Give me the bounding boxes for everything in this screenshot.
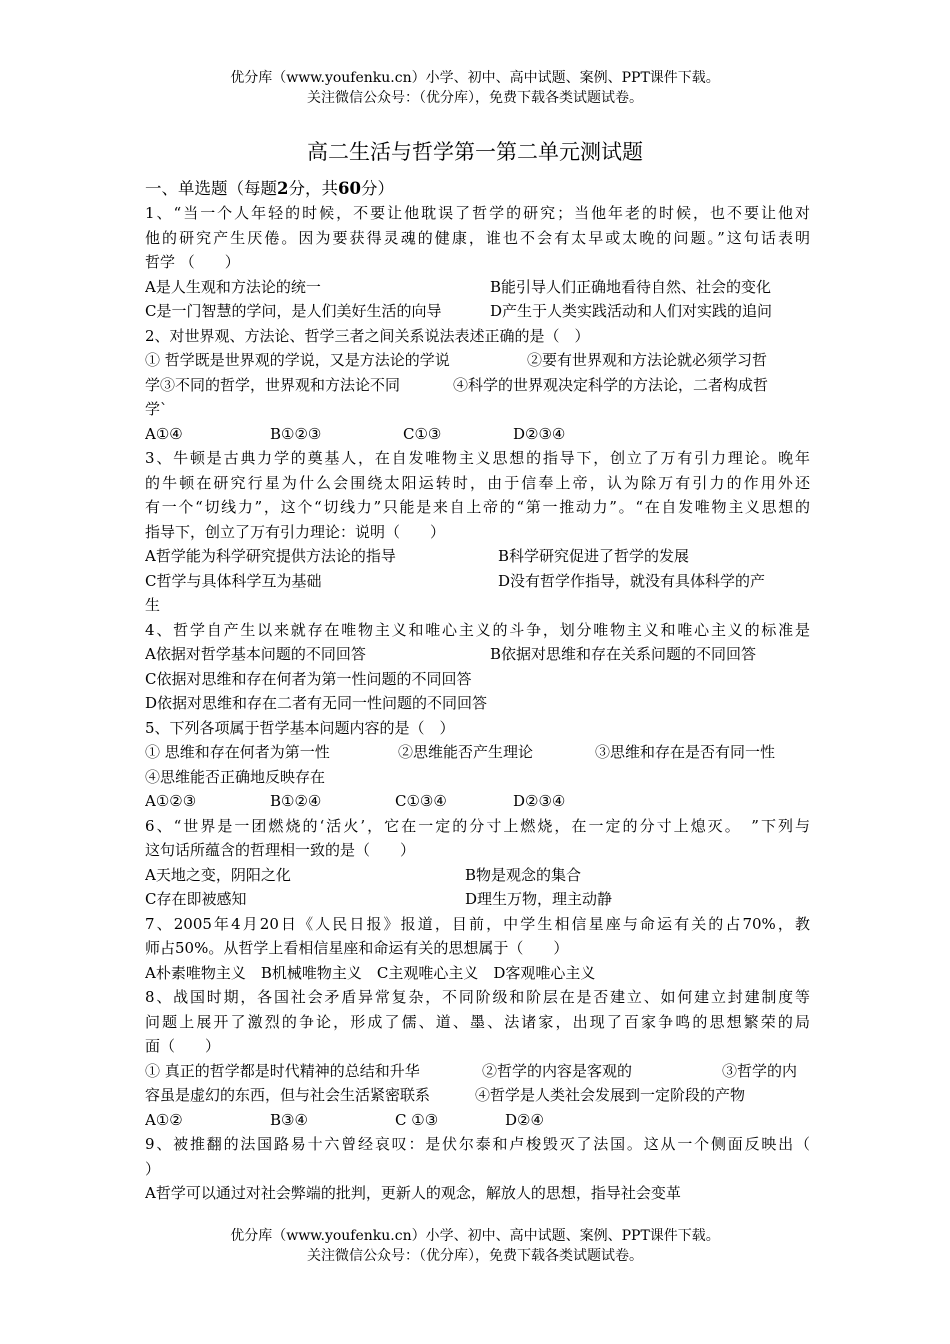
q4-stem: 4、哲学自产生以来就存在唯物主义和唯心主义的斗争，划分唯物主义和唯心主义的标准是: [145, 620, 810, 639]
q3-stem-line-4: 指导下，创立了万有引力理论：说明（ ）: [145, 522, 446, 541]
q2-statements-line-3: 学`: [145, 400, 168, 418]
q6-stem-line-2: 这句话所蕴含的哲理相一致的是（ ）: [145, 841, 416, 859]
page-title: 高二生活与哲学第一第二单元测试题: [307, 140, 643, 164]
header-line-2: 关注微信公众号：（优分库），免费下载各类试题试卷。: [307, 90, 643, 106]
q1-options-row-1: [145, 275, 810, 300]
q8-statement-1: ① 真正的哲学都是时代精神的总结和升华: [145, 1061, 420, 1080]
q5-option-a: A①②③: [145, 792, 197, 810]
q9-stem-line-1: 9、被推翻的法国路易十六曾经哀叹：是伏尔泰和卢梭毁灭了法国。这从一个侧面反映出（: [145, 1135, 810, 1153]
q7-stem-line-1: 7、2005年4月20日《人民日报》报道，目前，中学生相信星座与命运有关的占70%，教: [145, 914, 810, 933]
q8-stem-line-3: 面（ ）: [145, 1037, 221, 1055]
q8-statement-3-continued: 容虽是虚幻的东西，但与社会生活紧密联系: [145, 1086, 431, 1104]
q3-option-d: D没有哲学作指导，就没有具体科学的产: [498, 571, 766, 590]
footer-line-1: 优分库（www.youfenku.cn）小学、初中、高中试题、案例、PPT课件下载。: [230, 1228, 720, 1244]
q6-stem-line-1: 6、“世界是一团燃烧的‘活火’，它在一定的分寸上燃烧，在一定的分寸上熄灭。 ”下列与: [145, 816, 810, 835]
q5-stem: 5、下列各项属于哲学基本问题内容的是（ ）: [145, 718, 455, 737]
q8-statements-line-1: [145, 1059, 810, 1084]
q2-statement-4: ④科学的世界观决定科学的方法论，二者构成哲: [453, 375, 769, 394]
q8-stem-line-2: 问题上展开了激烈的争论，形成了儒、道、墨、法诸家，出现了百家争鸣的思想繁荣的局: [145, 1012, 810, 1031]
q9-option-a: A哲学可以通过对社会弊端的批判，更新人的观念，解放人的思想，指导社会变革: [145, 1184, 681, 1202]
q6-options-row-1: [145, 863, 810, 888]
q2-statements-line-2: [145, 373, 810, 398]
q5-options: [145, 789, 810, 814]
q4-option-b: B依据对思维和存在关系问题的不同回答: [490, 645, 757, 663]
q3-option-c: C哲学与具体科学互为基础: [145, 571, 322, 590]
q2-stem: 2、对世界观、方法论、哲学三者之间关系说法表述正确的是（ ）: [145, 326, 590, 345]
question-body: [145, 176, 810, 1206]
q8-option-b: B③④: [270, 1110, 308, 1129]
q8-stem-line-1: 8、战国时期，各国社会矛盾异常复杂，不同阶级和阶层在是否建立、如何建立封建制度等: [145, 988, 810, 1006]
q1-options-row-2: [145, 299, 810, 324]
q4-option-d: D依据对思维和存在二者有无同一性问题的不同回答: [145, 694, 488, 712]
q3-option-d-continued: 生: [145, 596, 161, 614]
q2-option-c: C①③: [403, 424, 442, 443]
q1-option-c: C是一门智慧的学问，是人们美好生活的向导: [145, 302, 442, 320]
header-line-1: 优分库（www.youfenku.cn）小学、初中、高中试题、案例、PPT课件下载。: [230, 70, 720, 86]
q8-statement-2: ②哲学的内容是客观的: [482, 1061, 633, 1080]
q2-statement-3: 学③不同的哲学，世界观和方法论不同: [145, 375, 401, 394]
q2-statements-line-1: [145, 348, 810, 373]
q6-option-d: D理生万物，理主动静: [465, 890, 613, 908]
q8-option-c: C ①③: [395, 1110, 439, 1129]
footer-line-2: 关注微信公众号：（优分库），免费下载各类试题试卷。: [307, 1248, 643, 1264]
q8-statements-line-2: [145, 1083, 810, 1108]
q5-statement-4: ④思维能否正确地反映存在: [145, 767, 326, 786]
q3-option-b: B科学研究促进了哲学的发展: [498, 547, 690, 565]
q4-option-a: A依据对哲学基本问题的不同回答: [145, 645, 366, 663]
q6-options-row-2: [145, 887, 810, 912]
q3-stem-line-3: 有一个“切线力”，这个“切线力”只能是来自上帝的“第一推动力”。“在自发唯物主义思想的: [145, 498, 810, 516]
q3-options-row-2: [145, 569, 810, 594]
q1-option-b: B能引导人们正确地看待自然、社会的变化: [490, 277, 772, 296]
q2-option-a: A①④: [145, 424, 183, 443]
q6-option-a: A天地之变，阴阳之化: [145, 865, 291, 884]
q3-option-a: A哲学能为科学研究提供方法论的指导: [145, 547, 396, 565]
q4-option-c: C依据对思维和存在何者为第一性问题的不同回答: [145, 669, 472, 688]
q5-statement-2: ②思维能否产生理论: [398, 743, 534, 761]
q3-options-row-1: [145, 544, 810, 569]
q2-statement-2: ②要有世界观和方法论就必须学习哲: [527, 351, 768, 369]
q8-statement-4: ④哲学是人类社会发展到一定阶段的产物: [475, 1086, 746, 1104]
q5-option-d: D②③④: [513, 792, 566, 810]
q2-option-d: D②③④: [513, 424, 566, 443]
q1-option-d: D产生于人类实践活动和人们对实践的追问: [490, 302, 773, 320]
section-heading: 一、单选题（每题2分，共60分）: [145, 179, 394, 198]
q2-option-b: B①②③: [270, 424, 322, 443]
q2-options: [145, 422, 810, 447]
q3-stem-line-2: 的牛顿在研究行星为什么会围绕太阳运转时，由于信奉上帝，认为除万有引力的作用外还: [145, 473, 810, 492]
q6-option-c: C存在即被感知: [145, 890, 247, 908]
q3-stem-line-1: 3、牛顿是古典力学的奠基人，在自发唯物主义思想的指导下，创立了万有引力理论。晚年: [145, 449, 810, 467]
q8-options: [145, 1108, 810, 1133]
q7-stem-line-2: 师占50%。从哲学上看相信星座和命运有关的思想属于（ ）: [145, 939, 569, 957]
q8-option-d: D②④: [505, 1110, 544, 1129]
q1-option-a: A是人生观和方法论的统一: [145, 277, 321, 296]
q8-statement-3: ③哲学的内: [722, 1061, 798, 1080]
q1-stem-line-1: 1、“当一个人年轻的时候，不要让他耽误了哲学的研究；当他年老的时候，也不要让他对: [145, 204, 810, 222]
q5-statement-1: ① 思维和存在何者为第一性: [145, 743, 330, 761]
q2-statement-1: ① 哲学既是世界观的学说，又是方法论的学说: [145, 351, 450, 369]
q5-option-c: C①③④: [395, 792, 447, 810]
q8-option-a: A①②: [145, 1110, 183, 1129]
q1-stem-line-3: 哲学 （ ）: [145, 253, 240, 271]
q4-options-row-1: [145, 642, 810, 667]
q7-options: A朴素唯物主义 B机械唯物主义 C主观唯心主义 D客观唯心主义: [145, 963, 596, 982]
q5-option-b: B①②④: [270, 792, 322, 810]
q9-stem-line-2: ）: [145, 1159, 161, 1178]
q5-statement-3: ③思维和存在是否有同一性: [595, 743, 776, 761]
q1-stem-line-2: 他的研究产生厌倦。因为要获得灵魂的健康，谁也不会有太早或太晚的问题。”这句话表明: [145, 228, 810, 247]
q5-statements-line-1: [145, 740, 810, 765]
q6-option-b: B物是观念的集合: [465, 865, 582, 884]
